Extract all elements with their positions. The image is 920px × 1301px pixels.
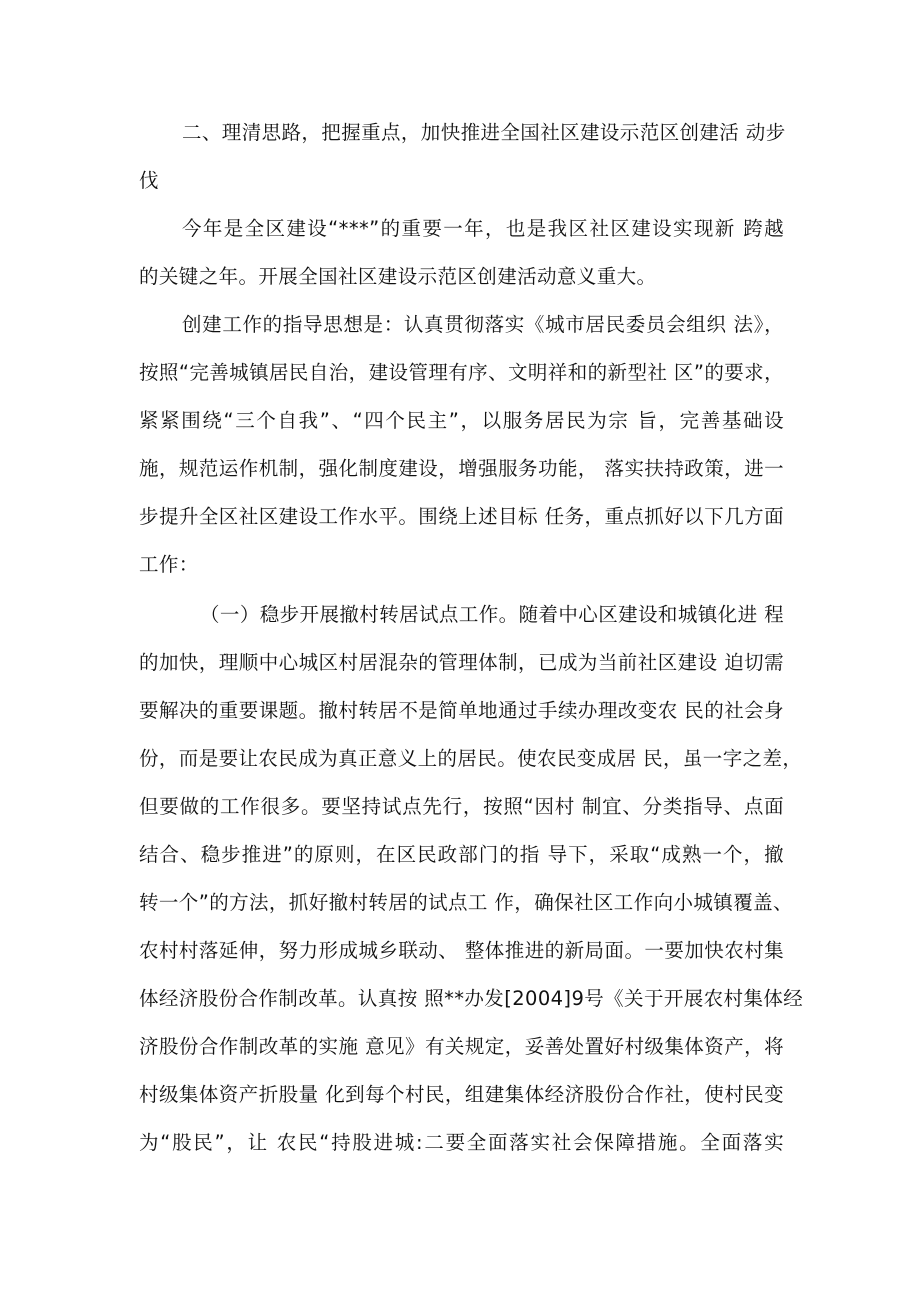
paragraph-line: 施，规范运作机制，强化制度建设，增强服务功能， 落实扶持政策，进一 — [139, 457, 784, 480]
paragraph-line: 的关键之年。开展全国社区建设示范区创建活动意义重大。 — [139, 265, 657, 288]
paragraph-line: 结合、稳步推进”的原则，在区民政部门的指 导下，采取“成熟一个，撤 — [139, 843, 784, 866]
paragraph-line: 创建工作的指导思想是：认真贯彻落实《城市居民委员会组织 法》， — [182, 313, 784, 336]
paragraph-line: 今年是全区建设“***”的重要一年，也是我区社区建设实现新 跨越 — [182, 217, 784, 240]
paragraph-line: 农村村落延伸，努力形成城乡联动、 整体推进的新局面。一要加快农村集 — [139, 939, 784, 962]
paragraph-line: 工作： — [139, 553, 199, 576]
paragraph-line: 济股份合作制改革的实施 意见》有关规定，妥善处置好村级集体资产，将 — [139, 1035, 784, 1058]
paragraph-line: 村级集体资产折股量 化到每个村民，组建集体经济股份合作社，使村民变 — [139, 1083, 784, 1106]
paragraph-line: 为“股民”，让 农民“持股进城:二要全面落实社会保障措施。全面落实 — [139, 1131, 784, 1154]
paragraph-line: 步提升全区社区建设工作水平。围绕上述目标 任务，重点抓好以下几方面 — [139, 505, 784, 528]
paragraph-line: 但要做的工作很多。要坚持试点先行，按照“因村 制宜、分类指导、点面 — [139, 795, 784, 818]
heading-section-two: 二、理清思路，把握重点，加快推进全国社区建设示范区创建活 动步 — [182, 121, 786, 144]
paragraph-line: 体经济股份合作制改革。认真按 照**办发[2004]9号《关于开展农村集体经 — [139, 987, 804, 1010]
subheading-paragraph-line: （一）稳步开展撤村转居试点工作。随着中心区建设和城镇化进 程 — [200, 603, 784, 626]
paragraph-line: 的加快，理顺中心城区村居混杂的管理体制，已成为当前社区建设 迫切需 — [139, 651, 784, 674]
heading-section-two-continued: 伐 — [139, 169, 159, 192]
paragraph-line: 紧紧围绕“三个自我”、“四个民主”，以服务居民为宗 旨，完善基础设 — [139, 409, 784, 432]
paragraph-line: 要解决的重要课题。撤村转居不是简单地通过手续办理改变农 民的社会身 — [139, 699, 784, 722]
paragraph-line: 份，而是要让农民成为真正意义上的居民。使农民变成居 民，虽一字之差， — [139, 747, 803, 770]
paragraph-line: 转一个”的方法，抓好撤村转居的试点工 作，确保社区工作向小城镇覆盖、 — [139, 891, 793, 914]
paragraph-line: 按照“完善城镇居民自治，建设管理有序、文明祥和的新型社 区”的要求， — [139, 361, 784, 384]
